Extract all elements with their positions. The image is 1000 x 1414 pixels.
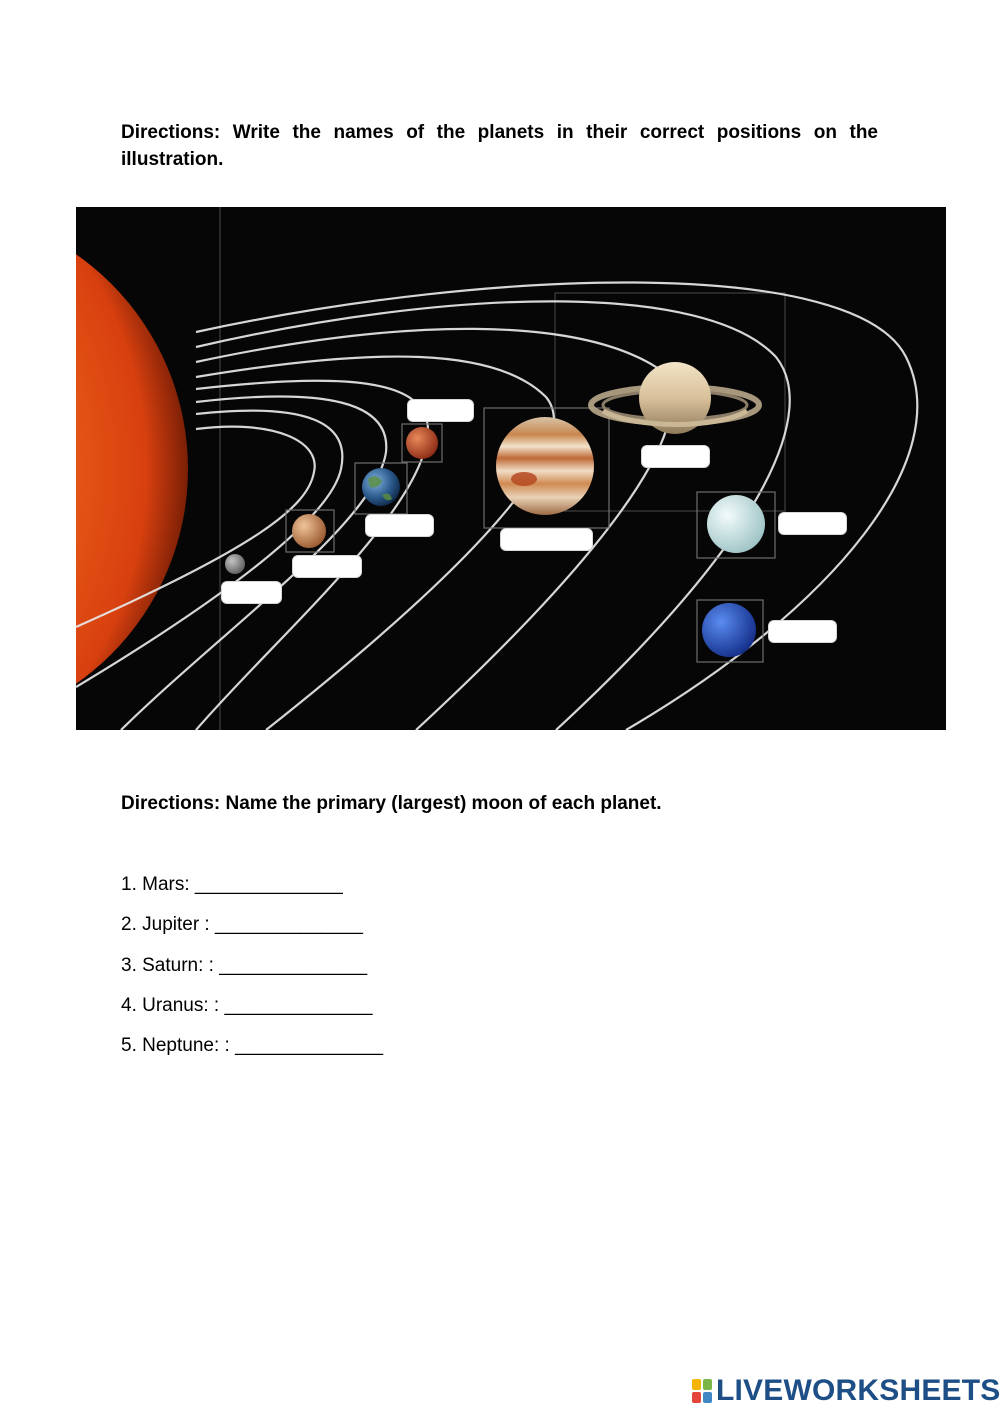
solar-system-illustration <box>76 207 946 730</box>
question-jupiter <box>121 912 383 952</box>
question-mars <box>121 872 383 912</box>
jupiter-planet <box>496 417 594 515</box>
moon-question-list <box>121 872 383 1073</box>
orbit-lines <box>76 282 917 730</box>
liveworksheets-brand <box>692 1374 1000 1408</box>
label-box-jupiter[interactable] <box>500 528 593 551</box>
earth-planet <box>362 468 400 506</box>
question-prompt: 3. Saturn: : <box>121 954 220 976</box>
question-prompt: 5. Neptune: : <box>121 1035 236 1057</box>
venus-planet <box>292 514 326 548</box>
answer-blank-neptune[interactable]: ______________ <box>235 1035 384 1057</box>
answer-blank-mars[interactable]: ______________ <box>194 874 343 895</box>
question-prompt: 2. Jupiter : <box>121 914 215 936</box>
label-box-venus[interactable] <box>292 555 362 578</box>
question-uranus <box>121 993 383 1033</box>
mars-planet <box>406 427 438 459</box>
label-box-mars[interactable] <box>407 399 474 422</box>
question-neptune <box>121 1033 383 1073</box>
directions-moons: Directions: Name the primary (largest) moon of each planet. <box>121 793 662 814</box>
label-box-earth[interactable] <box>365 514 434 537</box>
answer-blank-uranus[interactable]: ______________ <box>224 994 373 1016</box>
label-box-saturn[interactable] <box>641 445 710 468</box>
label-box-uranus[interactable] <box>778 512 847 535</box>
answer-blank-saturn[interactable]: ______________ <box>219 954 368 976</box>
uranus-planet <box>707 495 765 553</box>
liveworksheets-logo-icon <box>692 1379 712 1403</box>
saturn-planet <box>591 362 759 434</box>
label-box-mercury[interactable] <box>221 581 282 604</box>
brand-name: LIVEWORKSHEETS <box>716 1374 1000 1407</box>
question-saturn <box>121 953 383 993</box>
question-prompt: 1. Mars: <box>121 874 195 895</box>
directions-planet-names: Directions: Write the names of the planets in their correct positions on the illustration. <box>121 122 878 170</box>
mercury-planet <box>225 554 245 574</box>
question-prompt: 4. Uranus: : <box>121 994 225 1016</box>
solar-system-diagram <box>76 207 946 730</box>
neptune-planet <box>702 603 756 657</box>
answer-blank-jupiter[interactable]: ______________ <box>215 914 363 936</box>
label-box-neptune[interactable] <box>768 620 837 643</box>
